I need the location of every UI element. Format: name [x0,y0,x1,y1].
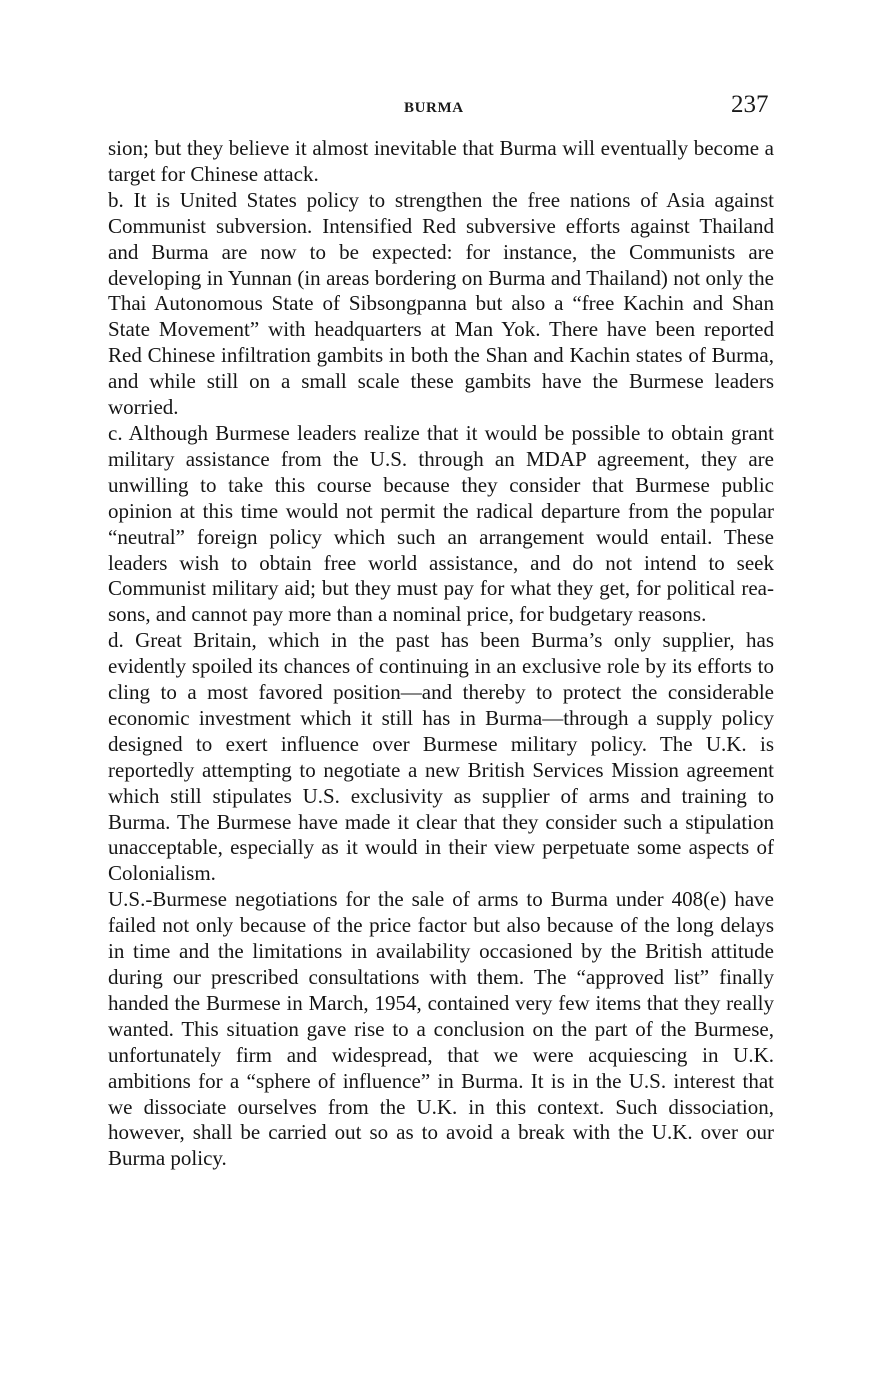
paragraph-d: d. Great Britain, which in the past has been Burma’s only supplier, has evidently spoiled its chances of continuing in an exclusive role by its efforts to cling to a most favored position—and thereby to protect the considerable economic investment which it still has in Burma—through a supply policy designed to exert influence over Burmese military policy. The U.K. is reportedly attempting to negotiate a new British Services Mission agreement which still stipulates U.S. exclusivity as supplier of arms and training to Burma. The Burmese have made it clear that they consider such a stipulation unacceptable, especially as it would in their view perpetuate some aspects of Colonialism. [108,628,774,886]
running-title: BURMA [404,100,464,116]
running-header [0,91,881,125]
paragraph-continuation: sion; but they believe it almost inevitable that Burma will eventually become a target for Chinese attack. [108,136,774,186]
paragraph-b: b. It is United States policy to strengthen the free nations of Asia against Communist subversion. Intensified Red subversive efforts against Thailand and Burma are now to be expected: for instance, the Communists are developing in Yunnan (in areas bordering on Burma and Thailand) not only the Thai Autonomous State of Sibsongpanna but also a “free Kachin and Shan State Movement” with headquarters at Man Yok. There have been reported Red Chinese infiltration gambits in both the Shan and Kachin states of Burma, and while still on a small scale these gambits have the Burmese leaders worried. [108,187,774,420]
page-number: 237 [731,91,769,118]
paragraph-negotiations: U.S.-Burmese negotiations for the sale of arms to Burma under 408(e) have failed not only because of the price factor but also because of the long delays in time and the limitations in availability occasioned by the British attitude during our prescribed consultations with them. The “approved list” finally handed the Burmese in March, 1954, contained very few items that they really wanted. This situation gave rise to a conclusion on the part of the Burmese, unfortunately firm and widespread, that we were acquiescing in U.K. ambitions for a “sphere of influence” in Burma. It is in the U.S. interest that we dissociate ourselves from the U.K. in this context. Such dissociation, however, shall be carried out so as to avoid a break with the U.K. over our Burma policy. [108,887,774,1171]
paragraph-c: c. Although Burmese leaders realize that it would be possible to obtain grant military assistance from the U.S. through an MDAP agreement, they are unwilling to take this course because they consider that Burmese public opinion at this time would not permit the radical departure from the popular “neutral” foreign policy which such an arrangement would entail. These leaders wish to obtain free world assistance, and do not intend to seek Communist military aid; but they must pay for what they get, for political reasons, and cannot pay more than a nominal price, for budgetary reasons. [108,420,774,627]
body-text [108,136,774,1172]
